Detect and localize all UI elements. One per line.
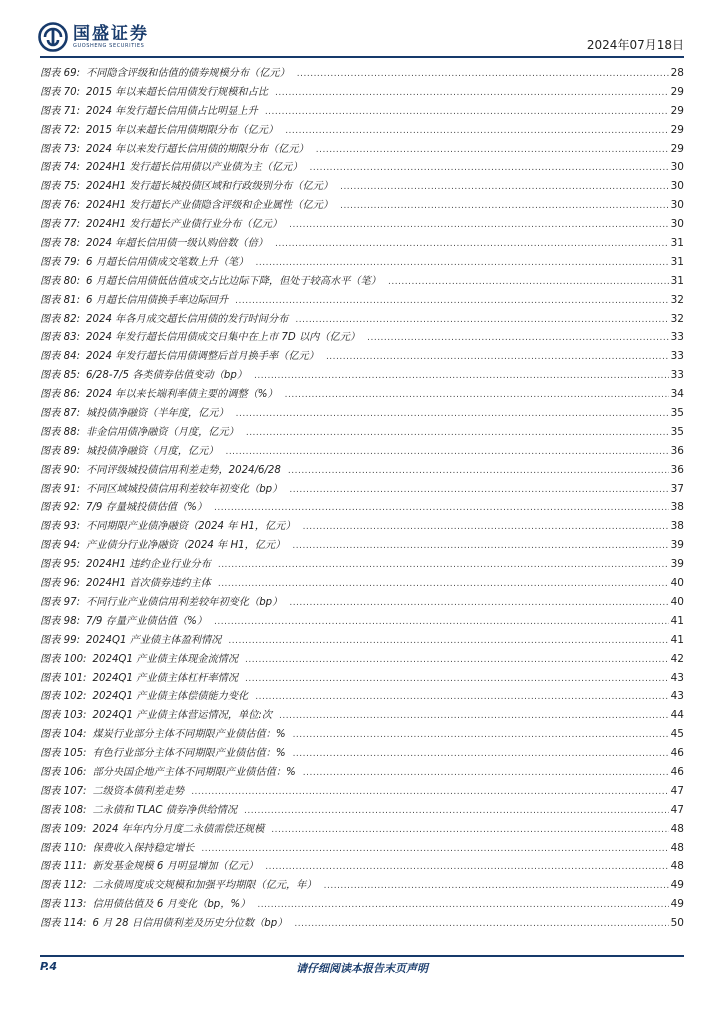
toc-entry-label <box>40 216 288 235</box>
toc-page-number: 46 <box>670 747 684 760</box>
toc-page-number: 41 <box>670 633 684 646</box>
toc-entry-label <box>40 235 274 254</box>
toc-figure-number: 图表 95: <box>40 559 81 571</box>
toc-page-number: 40 <box>670 577 684 590</box>
toc-row[interactable] <box>40 820 684 839</box>
toc-page-number: 38 <box>670 520 684 533</box>
toc-row[interactable] <box>40 423 684 442</box>
toc-dot-leader <box>254 367 669 386</box>
toc-dot-leader <box>255 688 668 707</box>
toc-figure-number: 图表 69: <box>40 68 81 79</box>
toc-entry-label <box>40 726 292 745</box>
toc-figure-number: 图表 89: <box>40 445 81 457</box>
toc-figure-number: 图表 101: <box>40 672 87 684</box>
toc-figure-number: 图表 79: <box>40 256 81 268</box>
toc-row[interactable] <box>40 328 684 347</box>
toc-page-number: 48 <box>670 860 684 873</box>
toc-dot-leader <box>256 254 669 273</box>
toc-dot-leader <box>265 103 669 122</box>
toc-row[interactable] <box>40 366 684 385</box>
toc-row[interactable] <box>40 857 684 876</box>
toc-dot-leader <box>244 802 669 821</box>
toc-entry-label <box>40 348 325 367</box>
toc-entry-label <box>40 896 256 915</box>
logo-english-text: GUOSHENG SECURITIES <box>73 42 145 49</box>
toc-figure-number: 图表 100: <box>40 653 87 665</box>
toc-row[interactable] <box>40 687 684 706</box>
toc-figure-title: 2024 年发行超长信用债占比明显上升 <box>86 105 258 117</box>
toc-entry-label <box>40 537 291 556</box>
toc-figure-title: 2024H1 发行超长城投债区域和行政级别分布（亿元） <box>86 181 334 193</box>
toc-dot-leader <box>310 159 669 178</box>
toc-row[interactable] <box>40 83 684 102</box>
toc-row[interactable] <box>40 895 684 914</box>
toc-entry-label <box>40 159 309 178</box>
toc-dot-leader <box>289 594 668 613</box>
toc-row[interactable] <box>40 158 684 177</box>
toc-row[interactable] <box>40 517 684 536</box>
toc-page-number: 39 <box>670 539 684 552</box>
page-number: P.4 <box>40 960 58 973</box>
toc-figure-number: 图表 83: <box>40 332 81 344</box>
company-logo <box>38 22 149 52</box>
toc-figure-title: 二永债周度成交规模和加强平均期限（亿元，年） <box>92 880 317 892</box>
toc-figure-number: 图表 105: <box>40 748 87 760</box>
toc-figure-title: 2024 年发行超长信用债调整后首月换手率（亿元） <box>86 351 319 363</box>
toc-figure-number: 图表 93: <box>40 521 81 533</box>
toc-page-number: 38 <box>670 501 684 514</box>
toc-page-number: 43 <box>670 690 684 703</box>
toc-row[interactable] <box>40 253 684 272</box>
toc-page-number: 33 <box>670 350 684 363</box>
toc-figure-number: 图表 102: <box>40 691 87 703</box>
header-divider <box>40 56 684 58</box>
toc-entry-label <box>40 764 302 783</box>
toc-entry-label <box>40 707 278 726</box>
toc-figure-title: 保费收入保持稳定增长 <box>92 842 195 854</box>
toc-dot-leader <box>303 518 669 537</box>
toc-figure-title: 2024Q1 产业债主体营运情况，单位:次 <box>92 710 273 722</box>
toc-entry-label <box>40 802 243 821</box>
toc-figure-title: 2024Q1 产业债主体盈利情况 <box>86 634 222 646</box>
toc-row[interactable] <box>40 480 684 499</box>
toc-row[interactable] <box>40 442 684 461</box>
toc-row[interactable] <box>40 64 684 83</box>
toc-entry-label <box>40 670 244 689</box>
toc-row[interactable] <box>40 272 684 291</box>
toc-row[interactable] <box>40 310 684 329</box>
toc-figure-title: 2024H1 首次债券违约主体 <box>86 578 211 590</box>
toc-entry-label <box>40 122 284 141</box>
toc-figure-number: 图表 91: <box>40 483 81 495</box>
toc-page-number: 48 <box>670 822 684 835</box>
toc-entry-label <box>40 197 339 216</box>
toc-row[interactable] <box>40 801 684 820</box>
toc-page-number: 31 <box>670 237 684 250</box>
toc-figure-number: 图表 103: <box>40 710 87 722</box>
toc-entry-label <box>40 443 224 462</box>
toc-dot-leader <box>340 178 669 197</box>
toc-dot-leader <box>201 840 668 859</box>
toc-dot-leader <box>235 292 668 311</box>
toc-page-number: 31 <box>670 255 684 268</box>
toc-figure-title: 2024 年发行超长信用债成交日集中在上市 7D 以内（亿元） <box>86 332 361 344</box>
toc-figure-title: 2024 年以来发行超长信用债的期限分布（亿元） <box>86 143 309 155</box>
toc-dot-leader <box>285 386 669 405</box>
toc-dot-leader <box>388 273 669 292</box>
toc-page-number: 32 <box>670 312 684 325</box>
toc-figure-number: 图表 107: <box>40 785 87 797</box>
toc-figure-title: 2024H1 发行超长产业债隐含评级和企业属性（亿元） <box>86 200 334 212</box>
toc-figure-number: 图表 81: <box>40 294 81 306</box>
toc-figure-number: 图表 75: <box>40 181 81 193</box>
toc-figure-number: 图表 94: <box>40 540 81 552</box>
toc-entry-label <box>40 575 217 594</box>
toc-page-number: 29 <box>670 104 684 117</box>
toc-dot-leader <box>214 613 669 632</box>
toc-figure-title: 有色行业部分主体不同期限产业债估值：% <box>92 748 286 760</box>
toc-figure-number: 图表 113: <box>40 899 87 911</box>
toc-entry-label <box>40 386 284 405</box>
toc-page-number: 50 <box>670 917 684 930</box>
toc-page-number: 30 <box>670 218 684 231</box>
toc-figure-title: 不同行业产业债信用利差较年初变化（bp） <box>86 596 283 608</box>
toc-entry-label <box>40 915 293 934</box>
toc-page-number: 36 <box>670 463 684 476</box>
toc-entry-label <box>40 877 323 896</box>
toc-figure-number: 图表 104: <box>40 729 87 741</box>
toc-figure-title: 6/28-7/5 各类债券估值变动（bp） <box>86 370 248 382</box>
toc-entry-label <box>40 84 274 103</box>
toc-entry-label <box>40 840 200 859</box>
toc-figure-title: 6 月超长信用债成交笔数上升（笔） <box>86 256 249 268</box>
toc-entry-label <box>40 462 287 481</box>
toc-figure-number: 图表 111: <box>40 861 87 873</box>
toc-page-number: 41 <box>670 614 684 627</box>
toc-row[interactable] <box>40 650 684 669</box>
toc-dot-leader <box>326 348 669 367</box>
toc-entry-label <box>40 632 227 651</box>
toc-dot-leader <box>218 556 669 575</box>
toc-page-number: 40 <box>670 595 684 608</box>
toc-figure-number: 图表 87: <box>40 408 81 420</box>
toc-figure-number: 图表 77: <box>40 219 81 231</box>
toc-dot-leader <box>285 122 668 141</box>
toc-dot-leader <box>245 670 669 689</box>
toc-figure-number: 图表 73: <box>40 143 81 155</box>
toc-figure-number: 图表 112: <box>40 880 87 892</box>
toc-row[interactable] <box>40 385 684 404</box>
toc-page-number: 34 <box>670 388 684 401</box>
toc-row[interactable] <box>40 234 684 253</box>
toc-figure-number: 图表 71: <box>40 105 81 117</box>
toc-dot-leader <box>324 877 669 896</box>
toc-figure-title: 二永债和 TLAC 债券净供给情况 <box>92 804 238 816</box>
toc-dot-leader <box>228 632 668 651</box>
toc-row[interactable] <box>40 763 684 782</box>
toc-figure-title: 2024H1 发行超长产业债行业分布（亿元） <box>86 219 283 231</box>
toc-entry-label <box>40 65 296 84</box>
toc-dot-leader <box>191 783 668 802</box>
toc-figure-title: 煤炭行业部分主体不同期限产业债估值：% <box>92 729 286 741</box>
toc-dot-leader <box>297 65 669 84</box>
toc-figure-title: 2024Q1 产业债主体偿债能力变化 <box>92 691 249 703</box>
toc-dot-leader <box>265 858 668 877</box>
toc-figure-title: 7/9 存量城投债估值（%） <box>86 502 208 514</box>
toc-figure-number: 图表 114: <box>40 918 87 930</box>
toc-row[interactable] <box>40 914 684 933</box>
toc-entry-label <box>40 821 270 840</box>
toc-dot-leader <box>340 197 669 216</box>
toc-row[interactable] <box>40 744 684 763</box>
toc-page-number: 47 <box>670 803 684 816</box>
toc-entry-label <box>40 405 235 424</box>
toc-dot-leader <box>292 537 668 556</box>
toc-figure-title: 2015 年以来超长信用债发行规模和占比 <box>86 86 268 98</box>
toc-dot-leader <box>236 405 669 424</box>
toc-figure-title: 2024Q1 产业债主体杠杆率情况 <box>92 672 239 684</box>
toc-page-number: 29 <box>670 85 684 98</box>
toc-entry-label <box>40 613 213 632</box>
toc-figure-number: 图表 70: <box>40 86 81 98</box>
toc-figure-number: 图表 88: <box>40 426 81 438</box>
footer-divider <box>40 955 684 957</box>
toc-entry-label <box>40 424 245 443</box>
toc-figure-number: 图表 84: <box>40 351 81 363</box>
toc-figure-number: 图表 78: <box>40 238 81 250</box>
toc-dot-leader <box>294 915 668 934</box>
toc-row[interactable] <box>40 215 684 234</box>
toc-page-number: 33 <box>670 369 684 382</box>
toc-dot-leader <box>245 651 669 670</box>
toc-row[interactable] <box>40 140 684 159</box>
toc-dot-leader <box>275 84 669 103</box>
toc-figure-title: 新发基金规模 6 月明显增加（亿元） <box>92 861 259 873</box>
toc-page-number: 49 <box>670 898 684 911</box>
toc-row[interactable] <box>40 782 684 801</box>
toc-figure-title: 2024H1 违约企业行业分布 <box>86 559 211 571</box>
toc-dot-leader <box>246 424 669 443</box>
toc-entry-label <box>40 311 294 330</box>
toc-dot-leader <box>279 707 669 726</box>
toc-figure-number: 图表 80: <box>40 275 81 287</box>
toc-dot-leader <box>367 329 669 348</box>
toc-figure-title: 不同区域城投债信用利差较年初变化（bp） <box>86 483 283 495</box>
toc-row[interactable] <box>40 631 684 650</box>
toc-row[interactable] <box>40 555 684 574</box>
toc-figure-title: 2024 年各月成交超长信用债的发行时间分布 <box>86 313 289 325</box>
toc-page-number: 36 <box>670 444 684 457</box>
toc-figure-number: 图表 96: <box>40 578 81 590</box>
toc-row[interactable] <box>40 725 684 744</box>
toc-page-number: 37 <box>670 482 684 495</box>
toc-page-number: 45 <box>670 728 684 741</box>
toc-page-number: 30 <box>670 161 684 174</box>
toc-figure-number: 图表 98: <box>40 615 81 627</box>
toc-figure-title: 6 月超长信用债换手率边际回升 <box>86 294 229 306</box>
toc-dot-leader <box>214 499 669 518</box>
toc-row[interactable] <box>40 347 684 366</box>
page-header <box>0 0 724 60</box>
toc-page-number: 30 <box>670 180 684 193</box>
toc-figure-title: 2024 年年内分月度二永债需偿还规模 <box>92 823 265 835</box>
toc-entry-label <box>40 367 253 386</box>
toc-page-number: 32 <box>670 293 684 306</box>
toc-dot-leader <box>293 726 669 745</box>
figure-list <box>40 64 684 933</box>
toc-figure-title: 信用债估值及 6 月变化（bp，%） <box>92 899 251 911</box>
toc-dot-leader <box>225 443 668 462</box>
toc-entry-label <box>40 518 302 537</box>
toc-figure-title: 产业债分行业净融资（2024 年 H1，亿元） <box>86 540 286 552</box>
toc-figure-title: 2024Q1 产业债主体现金流情况 <box>92 653 239 665</box>
toc-dot-leader <box>218 575 669 594</box>
toc-row[interactable] <box>40 404 684 423</box>
toc-figure-title: 部分央国企地产主体不同期限产业债估值：% <box>92 766 296 778</box>
toc-dot-leader <box>257 896 668 915</box>
toc-entry-label <box>40 499 213 518</box>
toc-dot-leader <box>289 481 668 500</box>
toc-figure-title: 不同期限产业债净融资（2024 年 H1，亿元） <box>86 521 296 533</box>
toc-row[interactable] <box>40 461 684 480</box>
toc-figure-number: 图表 72: <box>40 124 81 136</box>
toc-figure-number: 图表 110: <box>40 842 87 854</box>
toc-entry-label <box>40 745 292 764</box>
toc-entry-label <box>40 556 217 575</box>
toc-page-number: 29 <box>670 142 684 155</box>
toc-figure-number: 图表 74: <box>40 162 81 174</box>
toc-row[interactable] <box>40 536 684 555</box>
toc-row[interactable] <box>40 669 684 688</box>
toc-entry-label <box>40 292 234 311</box>
toc-figure-title: 不同评级城投债信用利差走势，2024/6/28 <box>86 464 281 476</box>
toc-figure-number: 图表 92: <box>40 502 81 514</box>
toc-dot-leader <box>289 216 668 235</box>
toc-row[interactable] <box>40 196 684 215</box>
toc-figure-title: 7/9 存量产业债估值（%） <box>86 615 208 627</box>
toc-dot-leader <box>275 235 669 254</box>
toc-figure-number: 图表 86: <box>40 389 81 401</box>
toc-figure-title: 非金信用债净融资（月度，亿元） <box>86 426 239 438</box>
toc-row[interactable] <box>40 839 684 858</box>
toc-row[interactable] <box>40 498 684 517</box>
toc-row[interactable] <box>40 574 684 593</box>
toc-row[interactable] <box>40 593 684 612</box>
toc-page-number: 48 <box>670 841 684 854</box>
toc-entry-label <box>40 141 315 160</box>
toc-entry-label <box>40 273 387 292</box>
toc-figure-number: 图表 90: <box>40 464 81 476</box>
toc-figure-number: 图表 82: <box>40 313 81 325</box>
toc-page-number: 31 <box>670 274 684 287</box>
logo-chinese-text: 国盛证券 <box>73 23 149 44</box>
toc-figure-number: 图表 108: <box>40 804 87 816</box>
toc-dot-leader <box>288 462 669 481</box>
toc-entry-label <box>40 329 366 348</box>
toc-page-number: 47 <box>670 784 684 797</box>
toc-page-number: 35 <box>670 425 684 438</box>
toc-figure-title: 6 月超长信用债低估值成交占比边际下降，但处于较高水平（笔） <box>86 275 381 287</box>
toc-page-number: 42 <box>670 652 684 665</box>
toc-figure-title: 6 月 28 日信用债利差及历史分位数（bp） <box>92 918 288 930</box>
toc-figure-number: 图表 109: <box>40 823 87 835</box>
toc-entry-label <box>40 178 339 197</box>
toc-page-number: 49 <box>670 879 684 892</box>
disclaimer-note: 请仔细阅读本报告末页声明 <box>296 962 428 975</box>
toc-figure-title: 二级资本债利差走势 <box>92 785 185 797</box>
toc-figure-title: 2024 年超长信用债一级认购倍数（倍） <box>86 238 268 250</box>
toc-page-number: 39 <box>670 558 684 571</box>
toc-page-number: 46 <box>670 765 684 778</box>
toc-figure-title: 不同隐含评级和估值的债券规模分布（亿元） <box>86 68 290 79</box>
toc-entry-label <box>40 688 254 707</box>
toc-entry-label <box>40 481 288 500</box>
toc-page-number: 30 <box>670 199 684 212</box>
toc-entry-label <box>40 254 255 273</box>
toc-figure-number: 图表 99: <box>40 634 81 646</box>
toc-page-number: 29 <box>670 123 684 136</box>
toc-figure-number: 图表 76: <box>40 200 81 212</box>
toc-row[interactable] <box>40 876 684 895</box>
toc-figure-title: 城投债净融资（半年度，亿元） <box>86 408 229 420</box>
toc-figure-number: 图表 97: <box>40 596 81 608</box>
toc-entry-label <box>40 783 190 802</box>
toc-dot-leader <box>271 821 668 840</box>
report-date: 2024年07月18日 <box>586 38 684 52</box>
toc-page-number: 28 <box>670 67 684 79</box>
toc-page-number: 33 <box>670 331 684 344</box>
toc-row[interactable] <box>40 121 684 140</box>
toc-figure-number: 图表 85: <box>40 370 81 382</box>
toc-dot-leader <box>316 141 669 160</box>
toc-page-number: 44 <box>670 709 684 722</box>
toc-figure-title: 2015 年以来超长信用债期限分布（亿元） <box>86 124 279 136</box>
logo-mark-icon <box>38 22 68 52</box>
toc-figure-title: 城投债净融资（月度，亿元） <box>86 445 219 457</box>
toc-dot-leader <box>303 764 669 783</box>
toc-page-number: 35 <box>670 407 684 420</box>
toc-page-number: 43 <box>670 671 684 684</box>
toc-entry-label <box>40 103 264 122</box>
toc-row[interactable] <box>40 177 684 196</box>
toc-dot-leader <box>293 745 669 764</box>
toc-row[interactable] <box>40 612 684 631</box>
toc-row[interactable] <box>40 706 684 725</box>
toc-entry-label <box>40 651 244 670</box>
toc-figure-title: 2024H1 发行超长信用债以产业债为主（亿元） <box>86 162 303 174</box>
toc-row[interactable] <box>40 102 684 121</box>
toc-entry-label <box>40 858 264 877</box>
toc-figure-title: 2024 年以来长端利率债主要的调整（%） <box>86 389 278 401</box>
toc-row[interactable] <box>40 291 684 310</box>
toc-figure-number: 图表 106: <box>40 766 87 778</box>
toc-entry-label <box>40 594 288 613</box>
toc-dot-leader <box>295 311 668 330</box>
